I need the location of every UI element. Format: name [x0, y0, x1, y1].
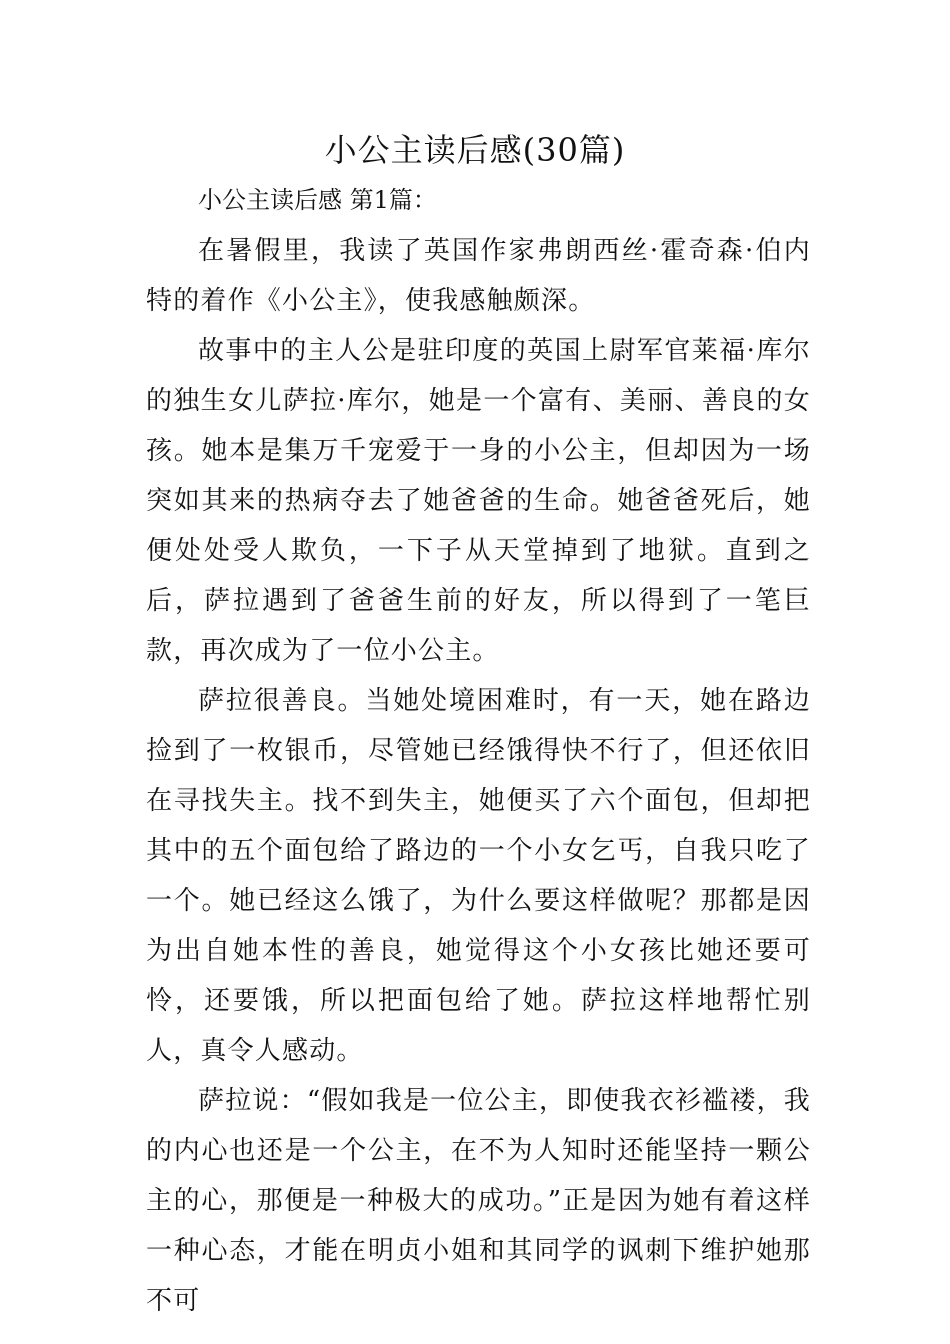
chapter-heading: 小公主读后感 第1篇：	[198, 186, 437, 214]
paragraph-2: 故事中的主人公是驻印度的英国上尉军官莱福·库尔的独生女儿萨拉·库尔，她是一个富有、美丽、善良的女孩。她本是集万千宠爱于一身的小公主，但却因为一场突如其来的热病夺去了她爸爸的生命。她爸爸死后，她便处处受人欺负，一下子从天堂掉到了地狱。直到之后，萨拉遇到了爸爸生前的好友，所以得到了一笔巨款，再次成为了一位小公主。	[146, 336, 811, 666]
body-text	[146, 226, 811, 1326]
document-title: 小公主读后感(30篇)	[324, 131, 626, 169]
paragraph-1: 在暑假里，我读了英国作家弗朗西丝·霍奇森·伯内特的着作《小公主》，使我感触颇深。	[146, 236, 811, 316]
paragraph-4: 萨拉说：“假如我是一位公主，即使我衣衫褴褛，我的内心也还是一个公主，在不为人知时还能坚持一颗公主的心，那便是一种极大的成功。”正是因为她有着这样一种心态，才能在明贞小姐和其同学的讽刺下维护她那不可	[146, 1086, 811, 1316]
paragraph-3: 萨拉很善良。当她处境困难时，有一天，她在路边捡到了一枚银币，尽管她已经饿得快不行了，但还依旧在寻找失主。找不到失主，她便买了六个面包，但却把其中的五个面包给了路边的一个小女乞丐，自我只吃了一个。她已经这么饿了，为什么要这样做呢？那都是因为出自她本性的善良，她觉得这个小女孩比她还要可怜，还要饿，所以把面包给了她。萨拉这样地帮忙别人，真令人感动。	[146, 686, 811, 1066]
